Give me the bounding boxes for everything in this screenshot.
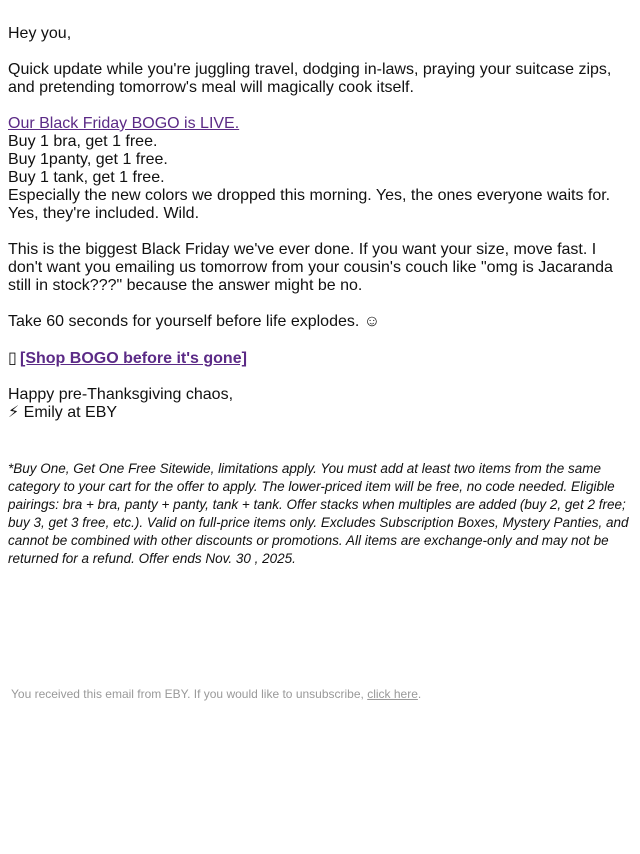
cta-emoji-icon: ▯ [8,348,17,367]
unsubscribe-footer [11,686,421,702]
signature: ⚡ Emily at EBY [8,404,118,421]
greeting: Hey you, [8,25,72,42]
bogo-paragraph [8,115,632,223]
signoff-line: Happy pre-Thanksgiving chaos, [8,386,234,403]
cta-paragraph [8,349,632,368]
footer-text: You received this email from EBY. If you would like to unsubscribe, [11,687,368,701]
take-time-paragraph: Take 60 seconds for yourself before life explodes. ☺ [8,313,381,330]
unsubscribe-link[interactable]: click here [367,687,418,701]
offer-bra: Buy 1 bra, get 1 free. [8,133,158,150]
intro-paragraph: Quick update while you're juggling travel, dodging in-laws, praying your suitcase zips, and pretending tomorrow's meal will magically cook itself. [8,61,612,96]
footer-suffix: . [417,687,422,701]
offer-disclaimer: *Buy One, Get One Free Sitewide, limitations apply. You must add at least two items from the same category to your cart for the offer to apply. The lower-priced item will be free, no code needed. Eligible pairings: bra + bra, panty + panty, tank + tank. Offer stacks when multiples are added (buy 2, get 2 free; buy 3, get 3 free, etc.). Valid on full-price items only. Excludes Subscription Boxes, Mystery Panties, and cannot be combined with other discounts or promotions. All items are exchange-only and may not be returned for a refund. Offer ends Nov. 30 , 2025. [8,461,629,566]
urgency-paragraph: This is the biggest Black Friday we've ever done. If you want your size, move fast. I don't want you emailing us tomorrow from your cousin's couch like "omg is Jacaranda still in stock???" because the answer might be no. [8,241,613,294]
new-colors-note: Especially the new colors we dropped this morning. Yes, the ones everyone waits for. Yes, they're included. Wild. [8,187,611,222]
bogo-live-link[interactable]: Our Black Friday BOGO is LIVE. [8,115,240,132]
email-content [8,25,632,440]
shop-bogo-link[interactable]: [Shop BOGO before it's gone] [20,350,247,367]
signoff [8,386,632,422]
offer-panty: Buy 1panty, get 1 free. [8,151,168,168]
offer-tank: Buy 1 tank, get 1 free. [8,169,165,186]
